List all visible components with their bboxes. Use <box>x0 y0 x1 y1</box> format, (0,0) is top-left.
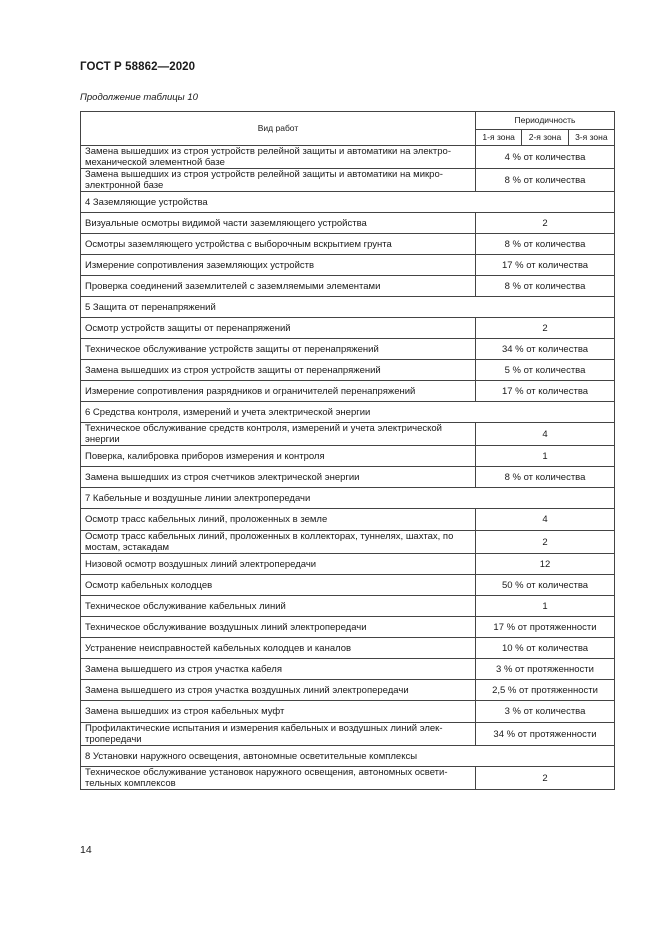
periodicity-cell: 17 % от количества <box>476 381 615 402</box>
periodicity-cell: 3 % от протяженности <box>476 659 615 680</box>
table-row <box>81 723 615 746</box>
work-cell: Визуальные осмотры видимой части заземляющего устройства <box>81 213 476 234</box>
section-row <box>81 402 615 423</box>
section-row <box>81 192 615 213</box>
section-row <box>81 488 615 509</box>
periodicity-cell: 1 <box>476 446 615 467</box>
periodicity-cell: 34 % от протяженности <box>476 723 615 746</box>
table-row <box>81 276 615 297</box>
periodicity-cell: 1 <box>476 596 615 617</box>
table-row <box>81 701 615 723</box>
work-cell: Техническое обслуживание воздушных линий электропередачи <box>81 617 476 638</box>
work-cell: Устранение неисправностей кабельных колодцев и каналов <box>81 638 476 659</box>
work-cell: Замена вышедшего из строя участка воздушных линий электропередачи <box>81 680 476 701</box>
section-title: 8 Установки наружного освещения, автономные осветительные комплексы <box>81 746 615 767</box>
section-row <box>81 746 615 767</box>
table-row <box>81 169 615 192</box>
work-cell: Техническое обслуживание кабельных линий <box>81 596 476 617</box>
table-row <box>81 509 615 531</box>
periodicity-cell: 10 % от количества <box>476 638 615 659</box>
work-cell: Осмотр устройств защиты от перенапряжений <box>81 318 476 339</box>
page-number: 14 <box>80 844 92 856</box>
work-cell: Поверка, калибровка приборов измерения и контроля <box>81 446 476 467</box>
zone-header-3: 3-я зона <box>568 130 614 146</box>
work-cell: Замена вышедшего из строя участка кабеля <box>81 659 476 680</box>
work-cell: Замена вышедших из строя кабельных муфт <box>81 701 476 723</box>
periodicity-table <box>80 111 615 790</box>
periodicity-cell: 8 % от количества <box>476 467 615 488</box>
table-row <box>81 446 615 467</box>
table-header-row <box>81 112 615 130</box>
work-cell: Профилактические испытания и измерения кабельных и воздушных линий элек-тропередачи <box>81 723 476 746</box>
periodicity-cell: 2 <box>476 318 615 339</box>
table-row <box>81 767 615 790</box>
periodicity-cell: 3 % от количества <box>476 701 615 723</box>
periodicity-cell: 2,5 % от протяженности <box>476 680 615 701</box>
table-row <box>81 318 615 339</box>
work-cell: Низовой осмотр воздушных линий электропередачи <box>81 554 476 575</box>
periodicity-cell: 17 % от протяженности <box>476 617 615 638</box>
periodicity-cell: 50 % от количества <box>476 575 615 596</box>
table-row <box>81 659 615 680</box>
table-row <box>81 360 615 381</box>
table-row <box>81 575 615 596</box>
column-header-periodicity: Периодичность <box>476 112 615 130</box>
section-row <box>81 297 615 318</box>
periodicity-cell: 4 <box>476 423 615 446</box>
work-cell: Осмотр кабельных колодцев <box>81 575 476 596</box>
work-cell: Осмотр трасс кабельных линий, проложенных в коллекторах, туннелях, шахтах, по мостам, эстакадам <box>81 531 476 554</box>
periodicity-cell: 12 <box>476 554 615 575</box>
periodicity-cell: 8 % от количества <box>476 234 615 255</box>
table-row <box>81 213 615 234</box>
periodicity-cell: 17 % от количества <box>476 255 615 276</box>
work-cell: Замена вышедших из строя устройств релейной защиты и автоматики на микро-электронной базе <box>81 169 476 192</box>
table-row <box>81 255 615 276</box>
section-title: 7 Кабельные и воздушные линии электропередачи <box>81 488 615 509</box>
document-header: ГОСТ Р 58862—2020 <box>80 61 196 73</box>
work-cell: Осмотр трасс кабельных линий, проложенных в земле <box>81 509 476 531</box>
periodicity-cell: 4 <box>476 509 615 531</box>
table-row <box>81 381 615 402</box>
table-caption: Продолжение таблицы 10 <box>80 92 198 103</box>
periodicity-cell: 8 % от количества <box>476 276 615 297</box>
periodicity-cell: 2 <box>476 767 615 790</box>
work-cell: Осмотры заземляющего устройства с выборочным вскрытием грунта <box>81 234 476 255</box>
work-cell: Техническое обслуживание устройств защиты от перенапряжений <box>81 339 476 360</box>
table-row <box>81 596 615 617</box>
periodicity-cell: 2 <box>476 531 615 554</box>
table-row <box>81 531 615 554</box>
table-row <box>81 554 615 575</box>
table-row <box>81 617 615 638</box>
column-header-work: Вид работ <box>81 112 476 146</box>
table-row <box>81 339 615 360</box>
work-cell: Техническое обслуживание средств контроля, измерений и учета электрической энергии <box>81 423 476 446</box>
zone-header-2: 2-я зона <box>522 130 568 146</box>
work-cell: Замена вышедших из строя устройств релейной защиты и автоматики на электро-механической элементной базе <box>81 146 476 169</box>
section-title: 6 Средства контроля, измерений и учета электрической энергии <box>81 402 615 423</box>
periodicity-cell: 8 % от количества <box>476 169 615 192</box>
work-cell: Замена вышедших из строя устройств защиты от перенапряжений <box>81 360 476 381</box>
section-title: 4 Заземляющие устройства <box>81 192 615 213</box>
work-cell: Измерение сопротивления заземляющих устройств <box>81 255 476 276</box>
periodicity-cell: 34 % от количества <box>476 339 615 360</box>
section-title: 5 Защита от перенапряжений <box>81 297 615 318</box>
work-cell: Проверка соединений заземлителей с заземляемыми элементами <box>81 276 476 297</box>
work-cell: Техническое обслуживание установок наружного освещения, автономных освети-тельных комплексов <box>81 767 476 790</box>
periodicity-cell: 5 % от количества <box>476 360 615 381</box>
work-cell: Измерение сопротивления разрядников и ограничителей перенапряжений <box>81 381 476 402</box>
periodicity-cell: 4 % от количества <box>476 146 615 169</box>
table-row <box>81 146 615 169</box>
periodicity-cell: 2 <box>476 213 615 234</box>
table-row <box>81 467 615 488</box>
work-cell: Замена вышедших из строя счетчиков электрической энергии <box>81 467 476 488</box>
table-row <box>81 234 615 255</box>
table-row <box>81 423 615 446</box>
zone-header-1: 1-я зона <box>476 130 522 146</box>
table-row <box>81 638 615 659</box>
table-row <box>81 680 615 701</box>
